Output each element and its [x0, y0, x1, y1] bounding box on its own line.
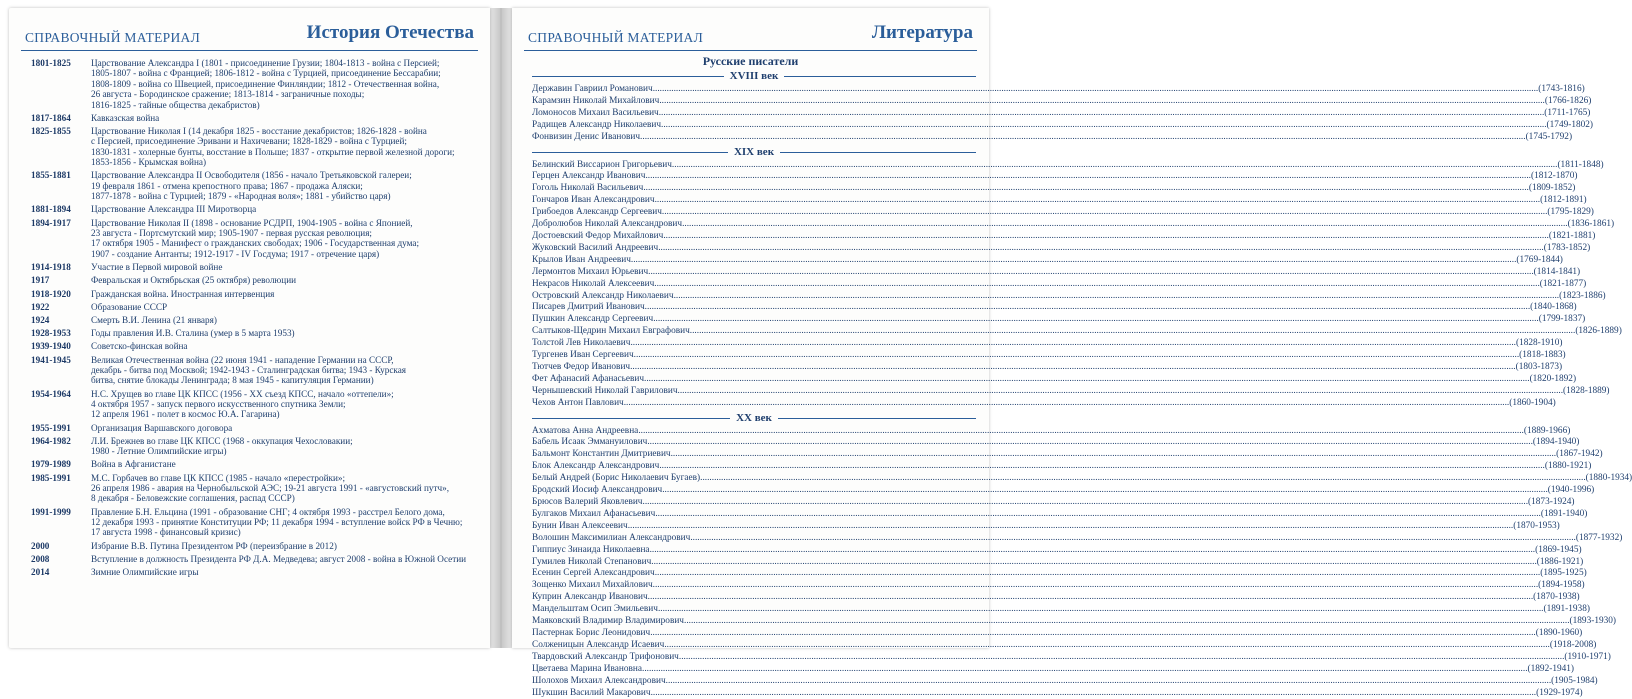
- timeline-years: 1855-1881: [31, 170, 91, 201]
- writer-name: Герцен Александр Иванович: [532, 171, 645, 183]
- timeline-years: 1941-1945: [31, 355, 91, 386]
- timeline-years: 1914-1918: [31, 262, 91, 272]
- dot-leader: [648, 592, 1534, 604]
- timeline-text: Гражданская война. Иностранная интервенция: [91, 289, 487, 299]
- writer-row: [532, 338, 976, 350]
- writer-name: Толстой Лев Николаевич: [532, 338, 630, 350]
- writer-row: [532, 664, 976, 676]
- timeline-text: Годы правления И.В. Сталина (умер в 5 марта 1953): [91, 328, 487, 338]
- timeline-years: 1979-1989: [31, 459, 91, 469]
- dot-leader: [634, 350, 1520, 362]
- writer-row: [532, 449, 976, 461]
- writers-list: [532, 68, 976, 699]
- dot-leader: [661, 120, 1547, 132]
- writer-years: (1821-1877): [1540, 279, 1586, 291]
- writer-years: (1749-1802): [1547, 120, 1593, 132]
- timeline-row: [31, 507, 487, 538]
- writer-name: Гумилев Николай Степанович: [532, 557, 651, 569]
- dot-leader: [663, 231, 1549, 243]
- timeline-row: [31, 315, 487, 325]
- timeline-row: [31, 262, 487, 272]
- writer-row: [532, 160, 976, 172]
- writer-name: Зощенко Михаил Михайлович: [532, 580, 653, 592]
- dot-leader: [653, 84, 1539, 96]
- writer-row: [532, 386, 976, 398]
- timeline-text: Война в Афганистане: [91, 459, 487, 469]
- timeline-years: 1918-1920: [31, 289, 91, 299]
- dot-leader: [690, 326, 1576, 338]
- writer-name: Карамзин Николай Михайлович: [532, 96, 659, 108]
- timeline-text: Зимние Олимпийские игры: [91, 567, 487, 577]
- writer-row: [532, 426, 976, 438]
- writer-name: Булгаков Михаил Афанасьевич: [532, 509, 655, 521]
- writer-name: Солженицын Александр Исаевич: [532, 640, 664, 652]
- dot-leader: [655, 509, 1541, 521]
- timeline-text: Царствование Александра II Освободителя (1856 - начало Третьяковской галереи; 19 февраля 1861 - отмена крепостного права; 1867 - продажа Аляски; 1877-1878 - война с Турцией; 1879 - «Народная воля»; 1881 - убийство царя): [91, 170, 487, 201]
- timeline-row: [31, 436, 487, 457]
- writer-row: [532, 604, 976, 616]
- writer-row: [532, 171, 976, 183]
- writer-name: Гончаров Иван Александрович: [532, 195, 655, 207]
- timeline-row: [31, 389, 487, 420]
- writer-row: [532, 580, 976, 592]
- writer-years: (1811-1848): [1557, 160, 1603, 172]
- writer-row: [532, 628, 976, 640]
- writer-row: [532, 243, 976, 255]
- timeline-text: Вступление в должность Президента РФ Д.А. Медведева; август 2008 - война в Южной Осетии: [91, 554, 487, 564]
- writer-row: [532, 120, 976, 132]
- left-page: [9, 8, 490, 648]
- dot-leader: [674, 291, 1560, 303]
- timeline-row: [31, 459, 487, 469]
- right-section-label: СПРАВОЧНЫЙ МАТЕРИАЛ: [528, 30, 703, 46]
- writer-row: [532, 461, 976, 473]
- writer-name: Тургенев Иван Сергеевич: [532, 350, 634, 362]
- writer-row: [532, 473, 976, 485]
- writer-years: (1783-1852): [1544, 243, 1590, 255]
- writer-name: Державин Гавриил Романович: [532, 84, 653, 96]
- timeline-text: Царствование Николая II (1898 - основание РСДРП, 1904-1905 - война с Японией, 23 августа - Портсмутский мир; 1905-1907 - первая русская революция; 17 октября 1905 - Манифест о гражданских свободах; 1906 - Государственная дума; 1907 - создание Антанты; 1912-1917 - IV Госдума; 1917 - отречение царя): [91, 218, 487, 260]
- writer-row: [532, 545, 976, 557]
- timeline-row: [31, 355, 487, 386]
- timeline-text: Избрание В.В. Путина Президентом РФ (переизбрание в 2012): [91, 541, 487, 551]
- timeline-text: Советско-финская война: [91, 341, 487, 351]
- dot-leader: [630, 362, 1516, 374]
- writer-name: Твардовский Александр Трифонович: [532, 652, 679, 664]
- writer-years: (1895-1925): [1540, 568, 1586, 580]
- dot-leader: [678, 386, 1564, 398]
- writer-name: Бальмонт Константин Дмитриевич: [532, 449, 671, 461]
- dot-leader: [655, 195, 1541, 207]
- century-heading: [532, 412, 976, 424]
- timeline-row: [31, 113, 487, 123]
- writer-years: (1892-1941): [1528, 664, 1574, 676]
- writer-name: Белый Андрей (Борис Николаевич Бугаев): [532, 473, 700, 485]
- timeline-row: [31, 541, 487, 551]
- century-label: XIX век: [728, 146, 780, 158]
- dot-leader: [644, 374, 1530, 386]
- writer-years: (1809-1852): [1529, 183, 1575, 195]
- writer-years: (1803-1873): [1516, 362, 1562, 374]
- writer-row: [532, 96, 976, 108]
- dot-leader: [643, 183, 1529, 195]
- timeline-text: Организация Варшавского договора: [91, 423, 487, 433]
- writer-name: Пушкин Александр Сергеевич: [532, 314, 653, 326]
- timeline-years: 1825-1855: [31, 126, 91, 168]
- writer-years: (1836-1861): [1568, 219, 1614, 231]
- dot-leader: [630, 338, 1516, 350]
- writer-years: (1891-1938): [1543, 604, 1589, 616]
- writer-row: [532, 302, 976, 314]
- writer-years: (1894-1940): [1533, 437, 1579, 449]
- timeline-years: 1924: [31, 315, 91, 325]
- dot-leader: [631, 255, 1517, 267]
- dot-leader: [662, 485, 1548, 497]
- timeline-text: Царствование Александра III Миротворца: [91, 204, 487, 214]
- timeline-years: 1954-1964: [31, 389, 91, 420]
- writer-name: Некрасов Николай Алексеевич: [532, 279, 654, 291]
- writer-years: (1814-1841): [1534, 267, 1580, 279]
- century-heading: [532, 146, 976, 158]
- writer-name: Белинский Виссарион Григорьевич: [532, 160, 672, 172]
- writer-years: (1880-1934): [1586, 473, 1632, 485]
- timeline-years: 1991-1999: [31, 507, 91, 538]
- timeline-years: 1881-1894: [31, 204, 91, 214]
- writer-years: (1929-1974): [1536, 688, 1582, 699]
- dot-leader: [679, 652, 1565, 664]
- timeline-row: [31, 170, 487, 201]
- dot-leader: [666, 676, 1552, 688]
- timeline-text: Царствование Николая I (14 декабря 1825 - восстание декабристов; 1826-1828 - война с Персией, присоединение Эривани и Нахичевани; 1828-1829 - война с Турцией; 1830-1831 - холерные бунты, восстание в Польше; 1837 - открытие первой железной дороги; 1853-1856 - Крымская война): [91, 126, 487, 168]
- dot-leader: [624, 398, 1510, 410]
- dot-leader: [655, 568, 1541, 580]
- writer-years: (1860-1904): [1509, 398, 1555, 410]
- timeline-text: Великая Отечественная война (22 июня 1941 - нападение Германии на СССР, декабрь - битва под Москвой; 1942-1943 - Сталинградская битва; 1943 - Курская битва, снятие блокады Ленинграда; 8 мая 1945 - капитуляция Германии): [91, 355, 487, 386]
- dot-leader: [648, 267, 1534, 279]
- century-label: XX век: [730, 412, 778, 424]
- writer-row: [532, 231, 976, 243]
- timeline-years: 1894-1917: [31, 218, 91, 260]
- writer-row: [532, 485, 976, 497]
- timeline-years: 1817-1864: [31, 113, 91, 123]
- writer-row: [532, 195, 976, 207]
- writer-years: (1894-1958): [1538, 580, 1584, 592]
- writer-row: [532, 640, 976, 652]
- dot-leader: [647, 437, 1533, 449]
- writer-years: (1823-1886): [1559, 291, 1605, 303]
- writer-years: (1873-1924): [1528, 497, 1574, 509]
- writer-name: Ахматова Анна Андреевна: [532, 426, 638, 438]
- writer-row: [532, 568, 976, 580]
- writer-years: (1890-1960): [1536, 628, 1582, 640]
- writer-name: Мандельштам Осип Эмильевич: [532, 604, 658, 616]
- history-timeline: [31, 58, 487, 580]
- timeline-text: Л.И. Брежнев во главе ЦК КПСС (1968 - оккупация Чехословакии; 1980 - Летние Олимпийские игры): [91, 436, 487, 457]
- dot-leader: [628, 521, 1514, 533]
- dot-leader: [659, 108, 1545, 120]
- writer-row: [532, 267, 976, 279]
- writer-name: Лермонтов Михаил Юрьевич: [532, 267, 648, 279]
- writer-name: Жуковский Василий Андреевич: [532, 243, 658, 255]
- writer-row: [532, 557, 976, 569]
- timeline-years: 1928-1953: [31, 328, 91, 338]
- writer-name: Фонвизин Денис Иванович: [532, 132, 640, 144]
- writer-row: [532, 652, 976, 664]
- dot-leader: [671, 449, 1557, 461]
- writer-name: Маяковский Владимир Владимирович: [532, 616, 684, 628]
- writer-row: [532, 207, 976, 219]
- writer-row: [532, 592, 976, 604]
- writer-row: [532, 676, 976, 688]
- timeline-years: 1801-1825: [31, 58, 91, 110]
- writer-years: (1910-1971): [1564, 652, 1610, 664]
- writer-years: (1840-1868): [1530, 302, 1576, 314]
- writer-row: [532, 616, 976, 628]
- writer-name: Волошин Максимилиан Александрович: [532, 533, 690, 545]
- dot-leader: [658, 604, 1544, 616]
- writer-row: [532, 84, 976, 96]
- writer-years: (1812-1891): [1540, 195, 1586, 207]
- writer-row: [532, 688, 976, 699]
- writer-row: [532, 350, 976, 362]
- dot-leader: [643, 497, 1529, 509]
- writer-name: Шолохов Михаил Александрович: [532, 676, 666, 688]
- writer-row: [532, 279, 976, 291]
- timeline-text: Н.С. Хрущев во главе ЦК КПСС (1956 - XX съезд КПСС, начало «оттепели»; 4 октября 1957 - запуск первого искусственного спутника Земли; 12 апреля 1961 - полет в космос Ю.А. Гагарина): [91, 389, 487, 420]
- writer-name: Ломоносов Михаил Васильевич: [532, 108, 659, 120]
- dot-leader: [690, 533, 1576, 545]
- timeline-row: [31, 554, 487, 564]
- timeline-years: 1985-1991: [31, 473, 91, 504]
- writer-row: [532, 108, 976, 120]
- writer-name: Чехов Антон Павлович: [532, 398, 624, 410]
- writer-name: Гоголь Николай Васильевич: [532, 183, 643, 195]
- dot-leader: [650, 628, 1536, 640]
- timeline-row: [31, 473, 487, 504]
- writer-years: (1799-1837): [1539, 314, 1585, 326]
- writer-years: (1820-1892): [1530, 374, 1576, 386]
- writer-row: [532, 132, 976, 144]
- writer-name: Пастернак Борис Леонидович: [532, 628, 650, 640]
- timeline-text: Образование СССР: [91, 302, 487, 312]
- dot-leader: [651, 557, 1537, 569]
- right-page-title: Литература: [872, 22, 973, 44]
- writer-name: Радищев Александр Николаевич: [532, 120, 661, 132]
- writer-years: (1870-1953): [1513, 521, 1559, 533]
- writer-name: Бродский Иосиф Александрович: [532, 485, 662, 497]
- writer-row: [532, 497, 976, 509]
- writer-years: (1877-1932): [1576, 533, 1622, 545]
- writer-name: Куприн Александр Иванович: [532, 592, 648, 604]
- dot-leader: [645, 171, 1531, 183]
- writer-name: Есенин Сергей Александрович: [532, 568, 655, 580]
- writer-row: [532, 219, 976, 231]
- dot-leader: [653, 314, 1539, 326]
- dot-leader: [659, 96, 1545, 108]
- dot-leader: [682, 219, 1568, 231]
- writer-row: [532, 314, 976, 326]
- writer-row: [532, 374, 976, 386]
- left-header: [21, 16, 478, 51]
- timeline-years: 2014: [31, 567, 91, 577]
- timeline-row: [31, 328, 487, 338]
- timeline-years: 1964-1982: [31, 436, 91, 457]
- writer-name: Крылов Иван Андреевич: [532, 255, 631, 267]
- timeline-text: Кавказская война: [91, 113, 487, 123]
- writer-years: (1766-1826): [1545, 96, 1591, 108]
- writer-years: (1940-1996): [1548, 485, 1594, 497]
- left-section-label: СПРАВОЧНЫЙ МАТЕРИАЛ: [25, 30, 200, 46]
- writer-years: (1891-1940): [1541, 509, 1587, 521]
- writer-name: Цветаева Марина Ивановна: [532, 664, 642, 676]
- writer-name: Добролюбов Николай Александрович: [532, 219, 682, 231]
- timeline-row: [31, 567, 487, 577]
- writer-years: (1893-1930): [1570, 616, 1616, 628]
- timeline-years: 2000: [31, 541, 91, 551]
- writer-row: [532, 183, 976, 195]
- writer-name: Чернышевский Николай Гаврилович: [532, 386, 678, 398]
- writer-row: [532, 437, 976, 449]
- writer-name: Грибоедов Александр Сергеевич: [532, 207, 662, 219]
- writer-row: [532, 509, 976, 521]
- writer-name: Островский Александр Николаевич: [532, 291, 674, 303]
- timeline-row: [31, 58, 487, 110]
- century-label: XVIII век: [724, 70, 785, 82]
- timeline-row: [31, 423, 487, 433]
- writer-row: [532, 521, 976, 533]
- dot-leader: [662, 207, 1548, 219]
- timeline-row: [31, 218, 487, 260]
- dot-leader: [672, 160, 1558, 172]
- timeline-row: [31, 341, 487, 351]
- timeline-years: 1917: [31, 275, 91, 285]
- dot-leader: [640, 132, 1526, 144]
- left-page-title: История Отечества: [307, 22, 474, 44]
- writer-name: Бунин Иван Алексеевич: [532, 521, 628, 533]
- writers-list-title: Русские писатели: [512, 54, 989, 69]
- writer-years: (1818-1883): [1519, 350, 1565, 362]
- writer-name: Писарев Дмитрий Иванович: [532, 302, 645, 314]
- dot-leader: [651, 688, 1537, 699]
- timeline-text: Царствование Александра I (1801 - присоединение Грузии; 1804-1813 - война с Персией; 1805-1807 - война с Францией; 1806-1812 - война с Турцией, присоединение Бессарабии; 1808-1809 - война со Швецией, присоединение Финляндии; 1812 - Отечественная война, 26 августа - Бородинское сражение; 1813-1814 - заграничные походы; 1816-1825 - тайные общества декабристов): [91, 58, 487, 110]
- timeline-row: [31, 126, 487, 168]
- writer-name: Брюсов Валерий Яковлевич: [532, 497, 643, 509]
- timeline-text: Смерть В.И. Ленина (21 января): [91, 315, 487, 325]
- writer-name: Гиппиус Зинаида Николаевна: [532, 545, 650, 557]
- writer-name: Фет Афанасий Афанасьевич: [532, 374, 644, 386]
- writer-years: (1769-1844): [1516, 255, 1562, 267]
- writer-years: (1795-1829): [1547, 207, 1593, 219]
- century-heading: [532, 70, 976, 82]
- writer-years: (1870-1938): [1533, 592, 1579, 604]
- writer-years: (1828-1889): [1563, 386, 1609, 398]
- timeline-years: 1939-1940: [31, 341, 91, 351]
- writer-years: (1745-1792): [1526, 132, 1572, 144]
- writer-years: (1869-1945): [1535, 545, 1581, 557]
- right-page: [512, 8, 989, 648]
- writer-row: [532, 291, 976, 303]
- dot-leader: [638, 426, 1524, 438]
- writer-name: Блок Александр Александрович: [532, 461, 659, 473]
- timeline-text: Участие в Первой мировой войне: [91, 262, 487, 272]
- dot-leader: [654, 279, 1540, 291]
- writer-years: (1743-1816): [1538, 84, 1584, 96]
- dot-leader: [700, 473, 1586, 485]
- writer-name: Тютчев Федор Иванович: [532, 362, 630, 374]
- writer-row: [532, 398, 976, 410]
- dot-leader: [684, 616, 1570, 628]
- writer-years: (1905-1984): [1551, 676, 1597, 688]
- writer-name: Шукшин Василий Макарович: [532, 688, 651, 699]
- writer-name: Салтыков-Щедрин Михаил Евграфович: [532, 326, 690, 338]
- writer-name: Бабель Исаак Эммануилович: [532, 437, 647, 449]
- timeline-text: Февральская и Октябрьская (25 октября) революции: [91, 275, 487, 285]
- writer-years: (1711-1765): [1544, 108, 1590, 120]
- right-header: [524, 16, 977, 51]
- writer-years: (1889-1966): [1524, 426, 1570, 438]
- timeline-years: 1922: [31, 302, 91, 312]
- writer-years: (1826-1889): [1575, 326, 1621, 338]
- book-gutter: [490, 8, 512, 648]
- writer-row: [532, 362, 976, 374]
- timeline-row: [31, 302, 487, 312]
- writer-years: (1812-1870): [1531, 171, 1577, 183]
- dot-leader: [659, 461, 1545, 473]
- writer-years: (1867-1942): [1556, 449, 1602, 461]
- timeline-years: 1955-1991: [31, 423, 91, 433]
- writer-row: [532, 533, 976, 545]
- dot-leader: [653, 580, 1539, 592]
- timeline-row: [31, 275, 487, 285]
- writer-row: [532, 255, 976, 267]
- dot-leader: [645, 302, 1531, 314]
- dot-leader: [650, 545, 1536, 557]
- dot-leader: [658, 243, 1544, 255]
- timeline-text: Правление Б.Н. Ельцина (1991 - образование СНГ; 4 октября 1993 - расстрел Белого дома, 12 декабря 1993 - принятие Конституции РФ; 11 декабря 1994 - вступление войск РФ в Чечню; 17 августа 1998 - финансовый кризис): [91, 507, 487, 538]
- timeline-row: [31, 289, 487, 299]
- writer-years: (1886-1921): [1537, 557, 1583, 569]
- writer-years: (1821-1881): [1549, 231, 1595, 243]
- writer-row: [532, 326, 976, 338]
- writer-years: (1880-1921): [1545, 461, 1591, 473]
- writer-years: (1918-2008): [1550, 640, 1596, 652]
- writer-name: Достоевский Федор Михайлович: [532, 231, 663, 243]
- dot-leader: [642, 664, 1528, 676]
- writer-years: (1828-1910): [1516, 338, 1562, 350]
- timeline-years: 2008: [31, 554, 91, 564]
- timeline-row: [31, 204, 487, 214]
- timeline-text: М.С. Горбачев во главе ЦК КПСС (1985 - начало «перестройки»; 26 апреля 1986 - авария на Чернобыльской АЭС; 19-21 августа 1991 - «августовский путч», 8 декабря - Беловежские соглашения, распад СССР): [91, 473, 487, 504]
- dot-leader: [664, 640, 1550, 652]
